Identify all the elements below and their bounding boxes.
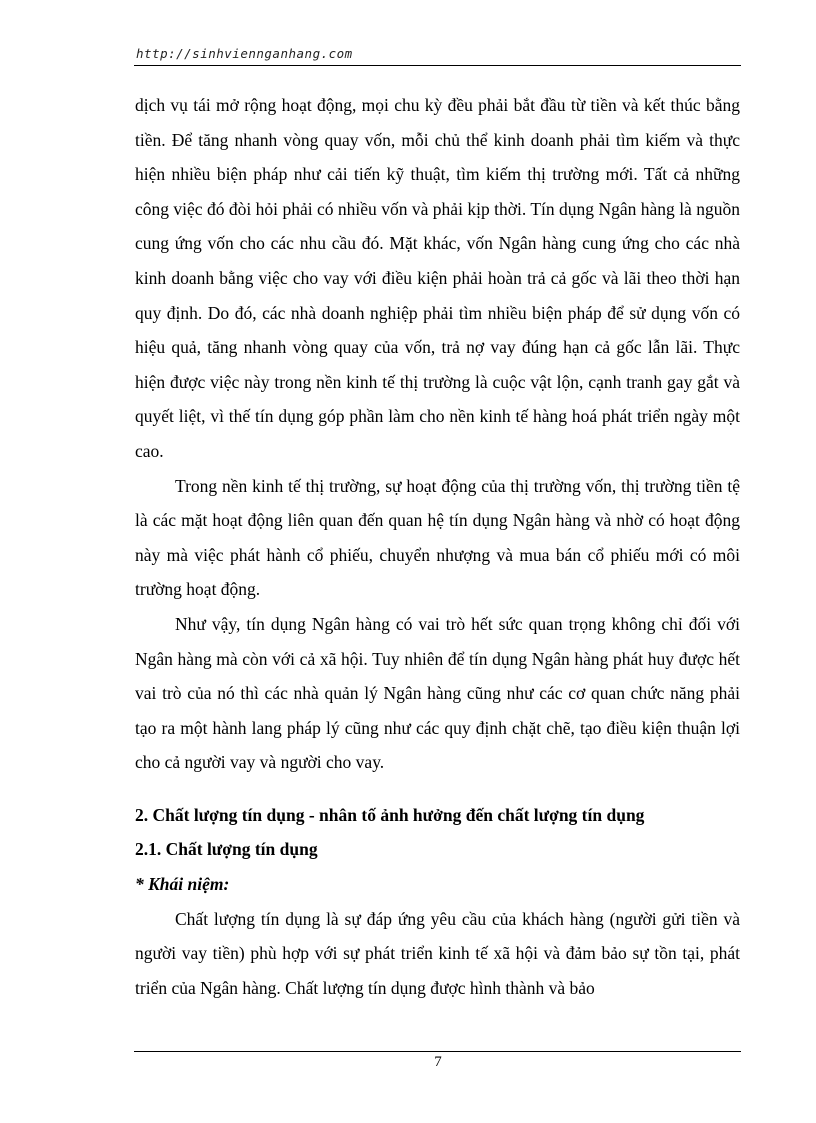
paragraph-2: Trong nền kinh tế thị trường, sự hoạt động của thị trường vốn, thị trường tiền tệ là các mặt hoạt động liên quan đến quan hệ tín dụng Ngân hàng và nhờ có hoạt động này mà việc phát hành cổ phiếu, chuyển nhượng và mua bán cổ phiếu mới có môi trường hoạt động. [135, 475, 740, 600]
header-url[interactable]: http://sinhviennganhang.com [136, 46, 353, 61]
concept-subheading: * Khái niệm: [135, 874, 230, 895]
paragraph-3: Như vậy, tín dụng Ngân hàng có vai trò hết sức quan trọng không chỉ đối với Ngân hàng mà còn với cả xã hội. Tuy nhiên để tín dụng Ngân hàng phát huy được hết vai trò của nó thì các nhà quản lý Ngân hàng cũng như các cơ quan chức năng phải tạo ra một hành lang pháp lý cũng như các quy định chặt chẽ, tạo điều kiện thuận lợi cho cả người vay và người cho vay. [135, 613, 740, 773]
body-text [135, 88, 740, 1005]
section-heading-2-1: 2.1. Chất lượng tín dụng [135, 839, 318, 860]
paragraph-1: dịch vụ tái mở rộng hoạt động, mọi chu kỳ đều phải bắt đầu từ tiền và kết thúc bằng tiền. Để tăng nhanh vòng quay vốn, mỗi chủ thể kinh doanh phải tìm kiếm và thực hiện nhiều biện pháp như cải tiến kỹ thuật, tìm kiếm thị trường mới. Tất cả những công việc đó đòi hỏi phải có nhiều vốn và phải kịp thời. Tín dụng Ngân hàng là nguồn cung ứng vốn cho các nhu cầu đó. Mặt khác, vốn Ngân hàng cung ứng cho các nhà kinh doanh bằng việc cho vay với điều kiện phải hoàn trả cả gốc và lãi theo thời hạn quy định. Do đó, các nhà doanh nghiệp phải tìm nhiều biện pháp để sử dụng vốn có hiệu quả, tăng nhanh vòng quay của vốn, trả nợ vay đúng hạn cả gốc lẫn lãi. Thực hiện được việc này trong nền kinh tế thị trường là cuộc vật lộn, cạnh tranh gay gắt và quyết liệt, vì thế tín dụng góp phần làm cho nền kinh tế hàng hoá phát triển ngày một cao. [135, 95, 740, 461]
page-number: 7 [434, 1054, 442, 1070]
header-rule [134, 65, 741, 66]
section-spacer [135, 780, 740, 798]
footer-rule [134, 1051, 741, 1052]
paragraph-4: Chất lượng tín dụng là sự đáp ứng yêu cầu của khách hàng (người gửi tiền và người vay tiền) phù hợp với sự phát triển kinh tế xã hội và đảm bảo sự tồn tại, phát triển của Ngân hàng. Chất lượng tín dụng được hình thành và bảo [135, 908, 740, 998]
section-heading-2: 2. Chất lượng tín dụng - nhân tố ảnh hưởng đến chất lượng tín dụng [135, 804, 645, 825]
